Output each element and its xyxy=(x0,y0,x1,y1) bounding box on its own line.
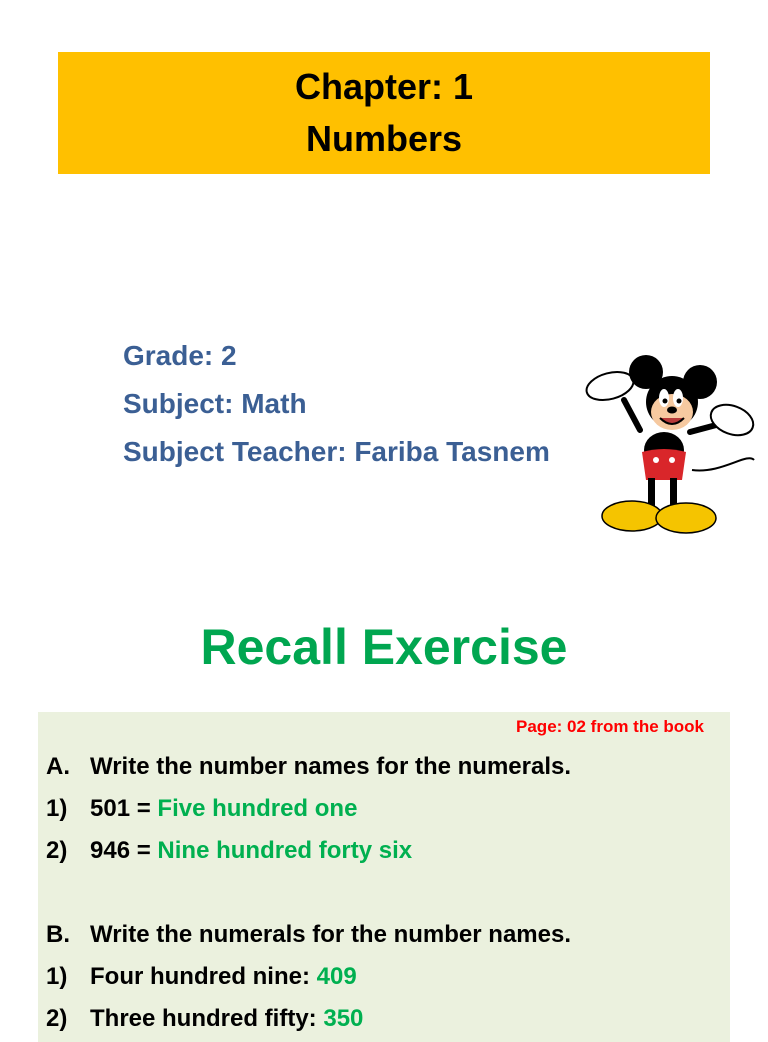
exercise-box xyxy=(38,712,730,1042)
question-text: 946 = xyxy=(90,837,158,864)
answer-text: Five hundred one xyxy=(157,795,358,822)
chapter-label: Chapter: 1 xyxy=(294,66,474,107)
section-a-instruction xyxy=(46,746,726,788)
question-text: Four hundred nine: xyxy=(90,963,317,990)
chapter-title: Numbers xyxy=(305,118,463,159)
list-item xyxy=(46,830,726,872)
grade-text: Grade: 2 xyxy=(123,340,237,371)
subject-text: Subject: Math xyxy=(123,388,307,419)
list-item xyxy=(46,788,726,830)
section-spacer xyxy=(46,872,726,914)
list-item xyxy=(46,956,726,998)
instruction-text: Write the number names for the numerals. xyxy=(90,753,571,780)
section-b-instruction xyxy=(46,914,726,956)
question-text: 501 = xyxy=(90,795,158,822)
teacher-text: Subject Teacher: Fariba Tasnem xyxy=(123,436,550,467)
item-marker: 2) xyxy=(46,837,68,864)
list-item xyxy=(46,998,726,1040)
answer-text: Nine hundred forty six xyxy=(157,837,413,864)
item-marker: 2) xyxy=(46,1005,68,1032)
item-marker: 1) xyxy=(46,795,68,822)
class-info xyxy=(123,332,550,476)
section-marker: B. xyxy=(46,921,70,948)
chapter-banner xyxy=(58,52,710,174)
answer-text: 409 xyxy=(316,963,357,990)
mickey-mouse-illustration xyxy=(582,352,762,538)
question-text: Three hundred fifty: xyxy=(90,1005,324,1032)
section-marker: A. xyxy=(46,753,70,780)
answer-text: 350 xyxy=(323,1005,364,1032)
item-marker: 1) xyxy=(46,963,68,990)
instruction-text: Write the numerals for the number names. xyxy=(90,921,571,948)
exercise-list xyxy=(46,746,726,1040)
recall-exercise-title: Recall Exercise xyxy=(200,619,568,675)
page-reference: Page: 02 from the book xyxy=(516,717,704,736)
